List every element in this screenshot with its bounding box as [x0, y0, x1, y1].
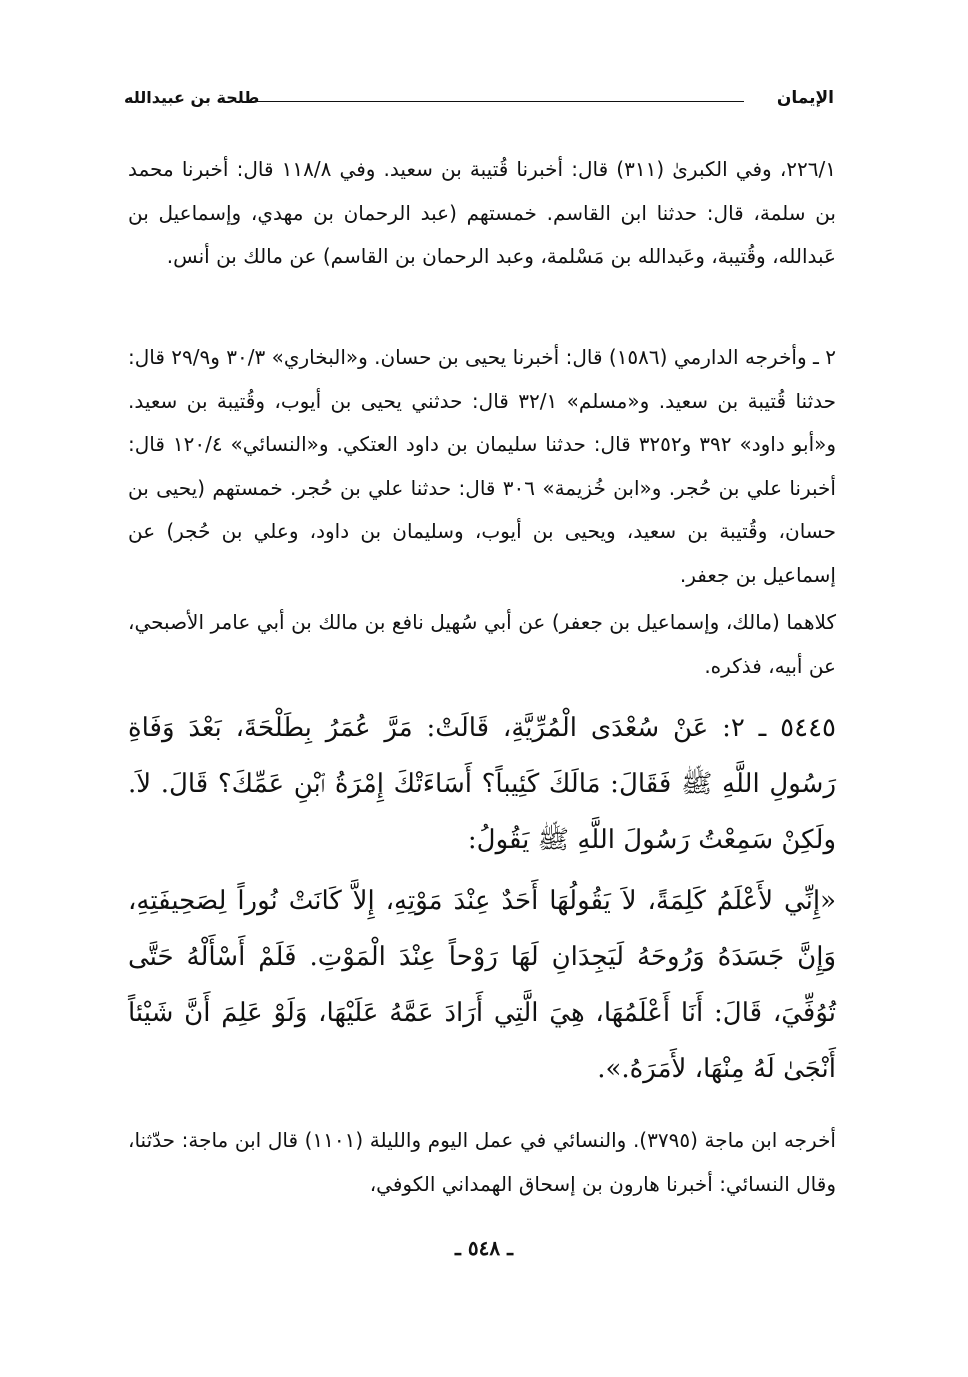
header-rule [244, 101, 744, 102]
footnote-paragraph-3: كلاهما (مالك، وإسماعيل بن جعفر) عن أبي سُهيل نافع بن مالك بن أبي عامر الأصبحي، عن أبيه، فذكره. [128, 610, 836, 678]
chapter-title: الإيمان [776, 88, 834, 108]
footnote-paragraph-2: ٢ ـ وأخرجه الدارمي (١٥٨٦) قال: أخبرنا يحيى بن حسان. و«البخاري» ٣٠/٣ و٢٩/٩ قال: حدثنا قُتيبة بن سعيد. و«مسلم» ٣٢/١ قال: حدثني يحيى بن أيوب، وقُتيبة بن سعيد. و«أبو داود» ٣٩٢ و٣٢٥٢ قال: حدثنا سليمان بن داود العتكي. و«النسائي» ١٢٠/٤ قال: أخبرنا علي بن حُجر. و«ابن خُزيمة» ٣٠٦ قال: حدثنا علي بن حُجر. خمستهم (يحيى بن حسان، وقُتيبة بن سعيد، ويحيى بن أيوب، وسليمان بن داود، وعلي بن حُجر) عن إسماعيل بن جعفر. [128, 345, 837, 587]
hadith-intro: ٥٤٤٥ ـ ٢: عَنْ سُعْدَى الْمُرِّيَّةِ، قَالَتْ: مَرَّ عُمَرُ بِطَلْحَةَ، بَعْدَ وَفَاةِ رَسُولِ اللَّهِ ﷺ فَقَالَ: مَالَكَ كَئِيباً؟ أَسَاءَتْكَ إِمْرَةُ ٱبْنِ عَمِّكَ؟ قَالَ. لاَ. ولَكِنْ سَمِعْتُ رَسُولَ اللَّهِ ﷺ يَقُولُ: [128, 713, 836, 855]
page-number: ـ ٥٤٨ ـ [455, 1236, 513, 1260]
footnote-paragraph-1: ٢٢٦/١، وفي الكبرىٰ (٣١١) قال: أخبرنا قُتيبة بن سعيد. وفي ١١٨/٨ قال: أخبرنا محمد بن سلمة، قال: حدثنا ابن القاسم. خمستهم (عبد الرحمان بن مهدي، وإسماعيل بن عَبدالله، وقُتيبة، وعَبدالله بن مَسْلمة، وعبد الرحمان بن القاسم) عن مالك بن أنس. [128, 157, 836, 268]
hadith-text: «إِنِّي لأَعْلَمُ كَلِمَةً، لاَ يَقُولُهَا أَحَدٌ عِنْدَ مَوْتِهِ، إِلاَّ كَانَتْ نُوراً لِصَحِيفَتِهِ، وَإِنَّ جَسَدَهُ وَرُوحَهُ لَيَجِدَانِ لَهَا رَوْحاً عِنْدَ الْمَوْتِ. فَلَمْ أَسْأَلْهُ حَتَّى تُوُفِّيَ، قَالَ: أَنَا أَعْلَمُهَا، هِيَ الَّتِي أَرَادَ عَمَّهُ عَلَيْهَا، وَلَوْ عَلِمَ أَنَّ شَيْئاً أَنْجَىٰ لَهُ مِنْهَا، لأَمَرَهُ.». [128, 886, 836, 1084]
running-header [124, 84, 834, 114]
section-title: طلحة بن عبيدالله [124, 88, 260, 107]
footnote-paragraph-4: أخرجه ابن ماجة (٣٧٩٥). والنسائي في عمل اليوم والليلة (١١٠١) قال ابن ماجة: حدّثنا، وقال النسائي: أخبرنا هارون بن إسحاق الهمداني الكوفي، [128, 1128, 836, 1196]
